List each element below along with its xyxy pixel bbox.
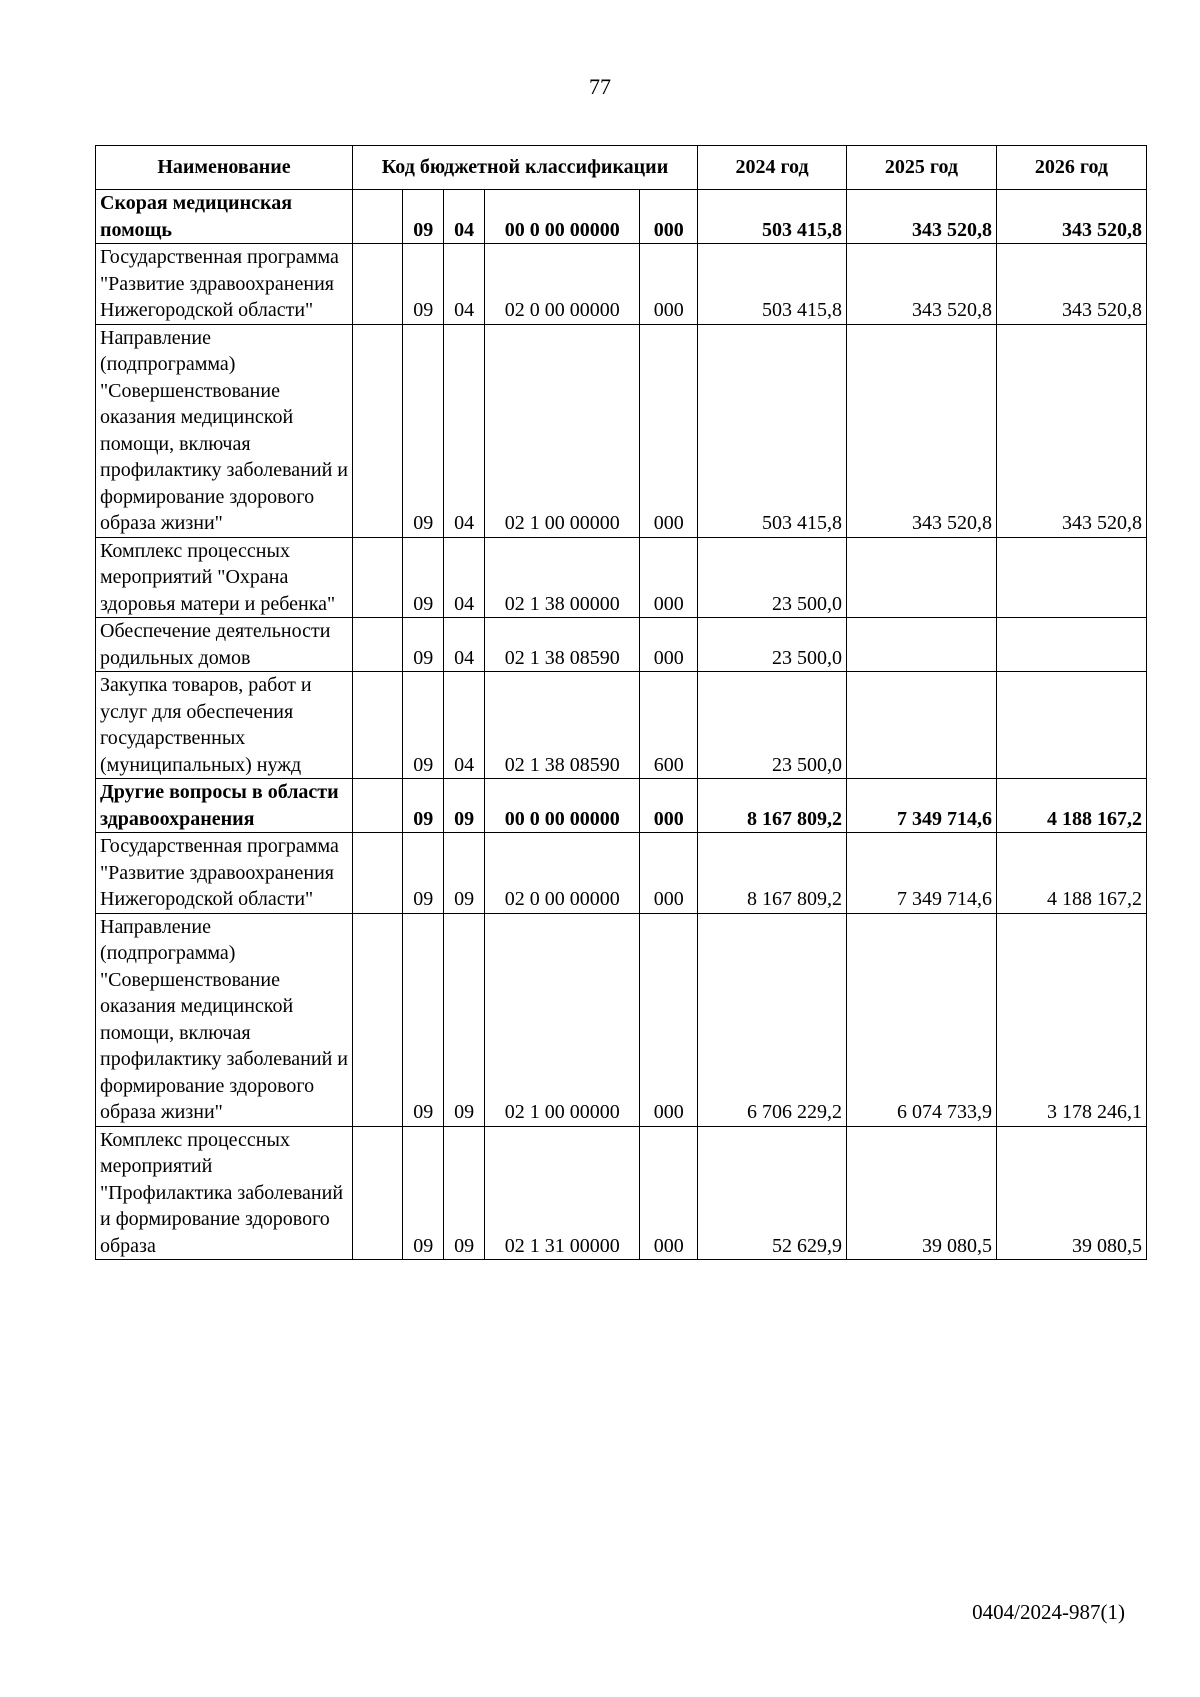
code-segment-1: [352, 672, 402, 779]
row-name: Направление (подпрограмма) "Совершенствование оказания медицинской помощи, включая профилактику заболеваний и формирование здорового образа жизни": [96, 324, 353, 537]
header-name: Наименование: [96, 146, 353, 190]
amount-2026: [996, 537, 1146, 618]
code-segment-1: [352, 1126, 402, 1260]
code-subsection: 09: [444, 913, 485, 1126]
amount-2025: [846, 618, 996, 672]
amount-2024: 23 500,0: [698, 618, 847, 672]
code-expense-type: 000: [640, 913, 698, 1126]
amount-2025: [846, 537, 996, 618]
table-row: [96, 672, 1147, 779]
header-row: [96, 146, 1147, 190]
code-expense-type: 000: [640, 324, 698, 537]
code-expense-type: 000: [640, 1126, 698, 1260]
amount-2025: 343 520,8: [846, 190, 996, 244]
code-subsection: 09: [444, 779, 485, 833]
amount-2024: 8 167 809,2: [698, 779, 847, 833]
code-segment-1: [352, 779, 402, 833]
table-body: [96, 190, 1147, 1260]
table-row: [96, 833, 1147, 914]
code-segment-1: [352, 537, 402, 618]
code-subsection: 04: [444, 537, 485, 618]
code-section: 09: [403, 913, 444, 1126]
code-segment-1: [352, 913, 402, 1126]
amount-2026: [996, 618, 1146, 672]
code-subsection: 04: [444, 244, 485, 325]
code-subsection: 04: [444, 618, 485, 672]
code-section: 09: [403, 1126, 444, 1260]
row-name: Другие вопросы в области здравоохранения: [96, 779, 353, 833]
table-row: [96, 913, 1147, 1126]
code-subsection: 04: [444, 324, 485, 537]
code-section: 09: [403, 779, 444, 833]
amount-2026: 4 188 167,2: [996, 833, 1146, 914]
header-2024: 2024 год: [698, 146, 847, 190]
code-section: 09: [403, 244, 444, 325]
code-target-article: 02 1 38 00000: [485, 537, 640, 618]
row-name: Государственная программа "Развитие здравоохранения Нижегородской области": [96, 833, 353, 914]
amount-2026: 343 520,8: [996, 190, 1146, 244]
amount-2025: 6 074 733,9: [846, 913, 996, 1126]
document-number: 0404/2024-987(1): [972, 1600, 1125, 1624]
budget-table: [95, 145, 1147, 1260]
amount-2024: 8 167 809,2: [698, 833, 847, 914]
amount-2025: 343 520,8: [846, 324, 996, 537]
table-row: [96, 779, 1147, 833]
code-expense-type: 600: [640, 672, 698, 779]
code-section: 09: [403, 833, 444, 914]
code-subsection: 09: [444, 1126, 485, 1260]
amount-2026: 4 188 167,2: [996, 779, 1146, 833]
code-target-article: 02 0 00 00000: [485, 244, 640, 325]
header-code: Код бюджетной классификации: [352, 146, 697, 190]
header-2025: 2025 год: [846, 146, 996, 190]
code-target-article: 02 1 31 00000: [485, 1126, 640, 1260]
code-target-article: 02 1 00 00000: [485, 913, 640, 1126]
amount-2026: [996, 672, 1146, 779]
code-segment-1: [352, 324, 402, 537]
code-section: 09: [403, 618, 444, 672]
code-target-article: 02 1 38 08590: [485, 672, 640, 779]
row-name: Скорая медицинская помощь: [96, 190, 353, 244]
amount-2025: 343 520,8: [846, 244, 996, 325]
table-row: [96, 618, 1147, 672]
code-expense-type: 000: [640, 833, 698, 914]
amount-2026: 343 520,8: [996, 324, 1146, 537]
code-expense-type: 000: [640, 244, 698, 325]
page-number: 77: [589, 74, 611, 99]
amount-2026: 343 520,8: [996, 244, 1146, 325]
code-expense-type: 000: [640, 618, 698, 672]
code-subsection: 09: [444, 833, 485, 914]
row-name: Государственная программа "Развитие здравоохранения Нижегородской области": [96, 244, 353, 325]
amount-2024: 52 629,9: [698, 1126, 847, 1260]
code-expense-type: 000: [640, 190, 698, 244]
table-row: [96, 324, 1147, 537]
amount-2024: 503 415,8: [698, 190, 847, 244]
code-subsection: 04: [444, 190, 485, 244]
amount-2026: 39 080,5: [996, 1126, 1146, 1260]
code-segment-1: [352, 618, 402, 672]
row-name: Обеспечение деятельности родильных домов: [96, 618, 353, 672]
amount-2026: 3 178 246,1: [996, 913, 1146, 1126]
code-target-article: 00 0 00 00000: [485, 190, 640, 244]
amount-2025: 7 349 714,6: [846, 833, 996, 914]
code-segment-1: [352, 244, 402, 325]
amount-2025: 39 080,5: [846, 1126, 996, 1260]
amount-2024: 23 500,0: [698, 672, 847, 779]
header-2026: 2026 год: [996, 146, 1146, 190]
code-subsection: 04: [444, 672, 485, 779]
amount-2024: 6 706 229,2: [698, 913, 847, 1126]
row-name: Комплекс процессных мероприятий "Охрана здоровья матери и ребенка": [96, 537, 353, 618]
code-target-article: 02 0 00 00000: [485, 833, 640, 914]
row-name: Закупка товаров, работ и услуг для обеспечения государственных (муниципальных) нужд: [96, 672, 353, 779]
code-expense-type: 000: [640, 779, 698, 833]
table-row: [96, 1126, 1147, 1260]
amount-2025: [846, 672, 996, 779]
table-row: [96, 537, 1147, 618]
amount-2024: 503 415,8: [698, 244, 847, 325]
amount-2025: 7 349 714,6: [846, 779, 996, 833]
code-target-article: 02 1 00 00000: [485, 324, 640, 537]
row-name: Направление (подпрограмма) "Совершенствование оказания медицинской помощи, включая профилактику заболеваний и формирование здорового образа жизни": [96, 913, 353, 1126]
code-section: 09: [403, 324, 444, 537]
code-section: 09: [403, 672, 444, 779]
amount-2024: 23 500,0: [698, 537, 847, 618]
code-segment-1: [352, 833, 402, 914]
code-target-article: 00 0 00 00000: [485, 779, 640, 833]
amount-2024: 503 415,8: [698, 324, 847, 537]
code-target-article: 02 1 38 08590: [485, 618, 640, 672]
table-row: [96, 190, 1147, 244]
code-segment-1: [352, 190, 402, 244]
table-row: [96, 244, 1147, 325]
code-expense-type: 000: [640, 537, 698, 618]
code-section: 09: [403, 190, 444, 244]
row-name: Комплекс процессных мероприятий "Профилактика заболеваний и формирование здорового образа: [96, 1126, 353, 1260]
code-section: 09: [403, 537, 444, 618]
